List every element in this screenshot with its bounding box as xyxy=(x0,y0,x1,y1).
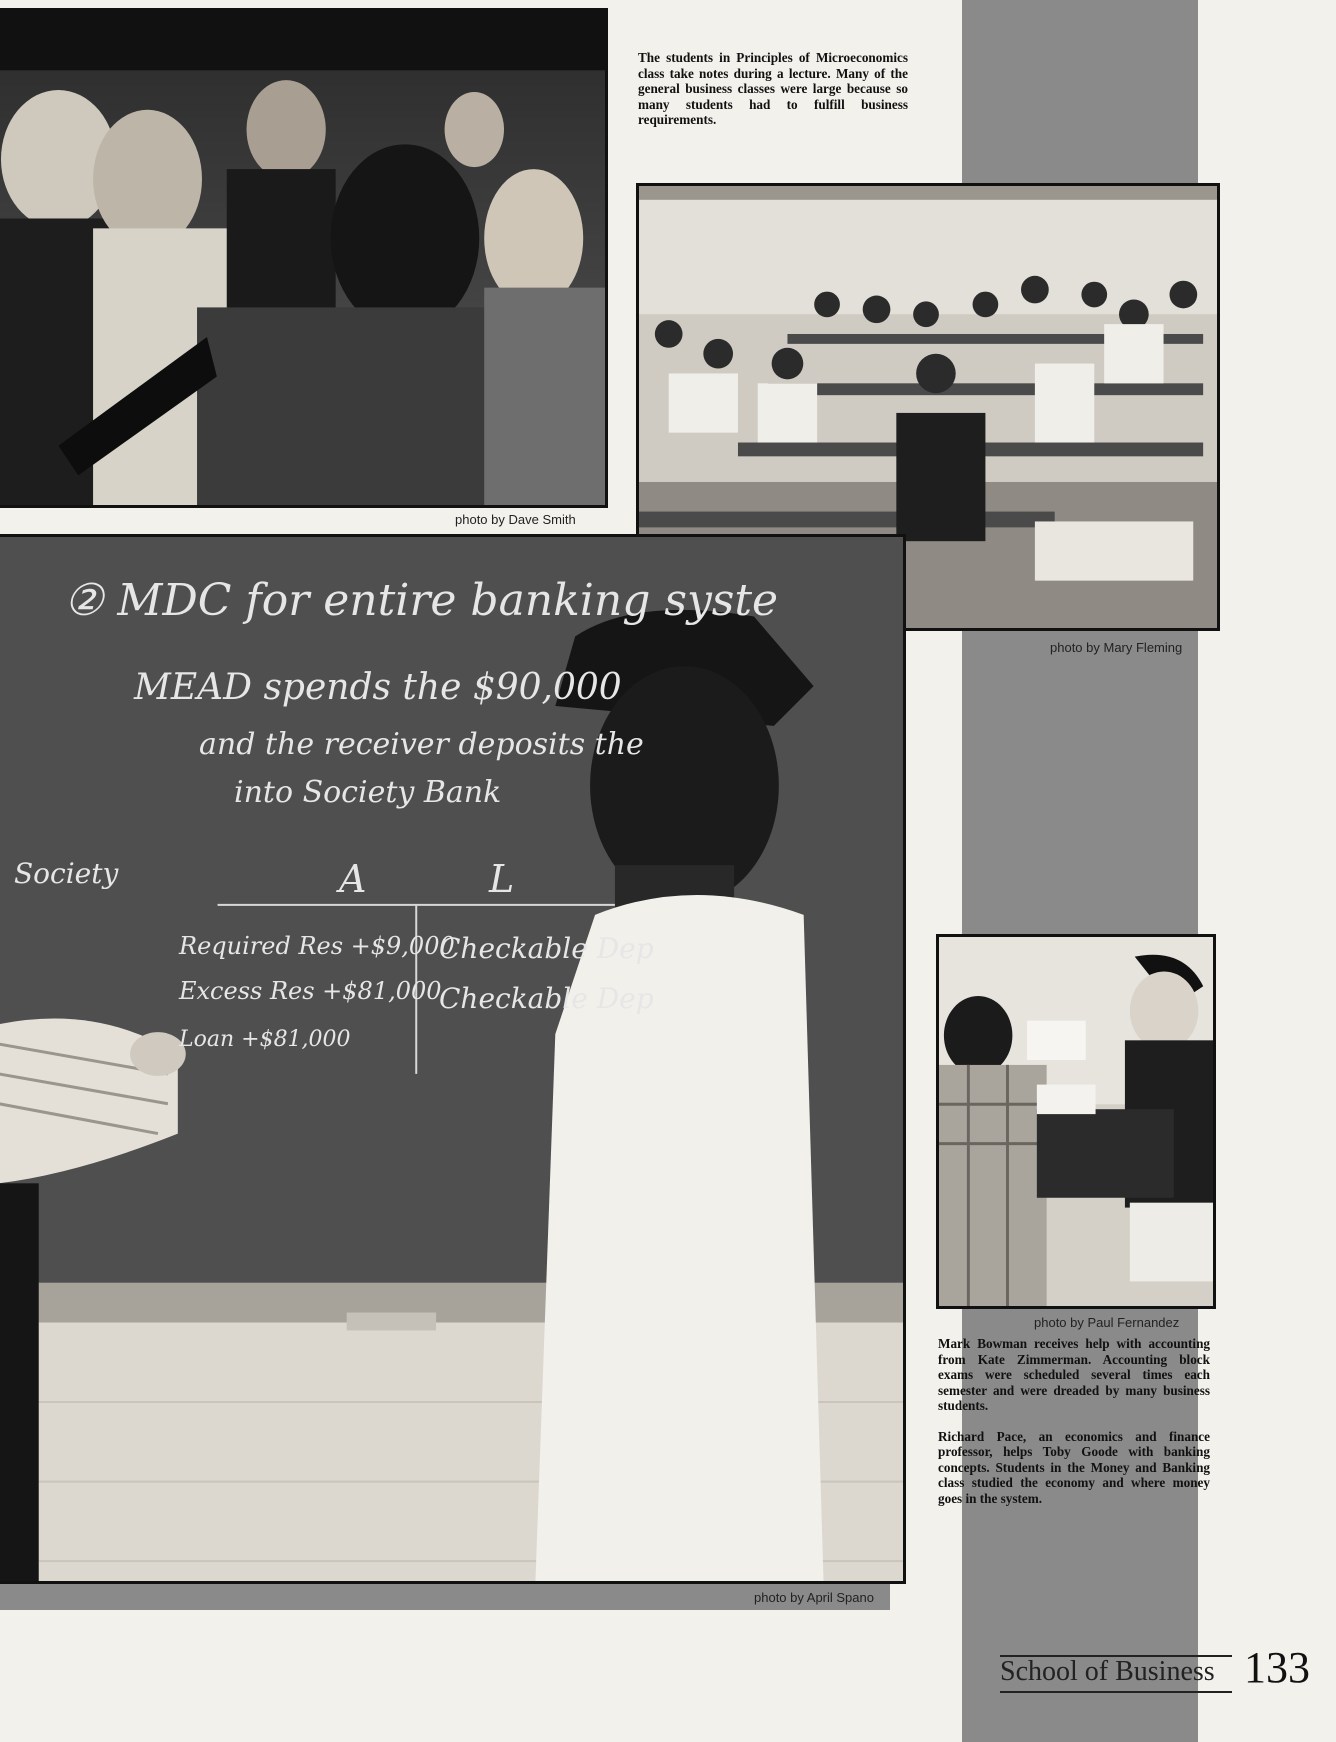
footer-rule-bottom xyxy=(1000,1691,1232,1693)
chalk-side: Society xyxy=(14,857,119,890)
chalk-col-a: A xyxy=(339,857,367,901)
tutoring-photo-credit: photo by Paul Fernandez xyxy=(1034,1315,1180,1330)
tutoring-photo xyxy=(936,934,1216,1309)
chalk-line-1: ② MDC for entire banking syste xyxy=(64,575,779,626)
chalk-row1a: Required Res +$9,000 xyxy=(179,932,455,960)
chalkboard-caption: Richard Pace, an economics and finance professor, helps Toby Goode with banking concepts. Students in the Money and Banking class studied the economy and where money goes in the system. xyxy=(938,1428,1210,1506)
classroom-caption: The students in Principles of Microeconomics class take notes during a lecture. Many of the general business classes were large because so many students had to fulfill business requirements. xyxy=(638,50,908,127)
tutoring-captions xyxy=(938,1336,1210,1521)
section-title: School of Business xyxy=(1000,1656,1215,1687)
chalk-row3a: Loan +$81,000 xyxy=(179,1027,351,1052)
chalkboard-photo-credit: photo by April Spano xyxy=(754,1590,874,1605)
chalk-row1b: Checkable Dep xyxy=(439,932,654,965)
chalk-row2a: Excess Res +$81,000 xyxy=(179,977,442,1005)
chalkboard-photo xyxy=(0,534,906,1584)
chalk-line-2: MEAD spends the $90,000 xyxy=(134,667,622,708)
chalk-row2b: Checkable Dep xyxy=(439,982,654,1015)
classroom-photo-credit: photo by Mary Fleming xyxy=(1050,640,1183,655)
reception-photo-credit: photo by Dave Smith xyxy=(455,512,576,527)
chalk-line-4: into Society Bank xyxy=(234,775,502,810)
chalkboard-writing xyxy=(0,537,903,1581)
chalk-col-l: L xyxy=(489,857,515,901)
tutoring-caption: Mark Bowman receives help with accounting from Kate Zimmerman. Accounting block exams were scheduled several times each semester and were dreaded by many business students. xyxy=(938,1336,1210,1413)
reception-photo xyxy=(0,8,608,508)
page-number: 133 xyxy=(1244,1643,1310,1692)
chalk-line-3: and the receiver deposits the xyxy=(199,727,644,762)
